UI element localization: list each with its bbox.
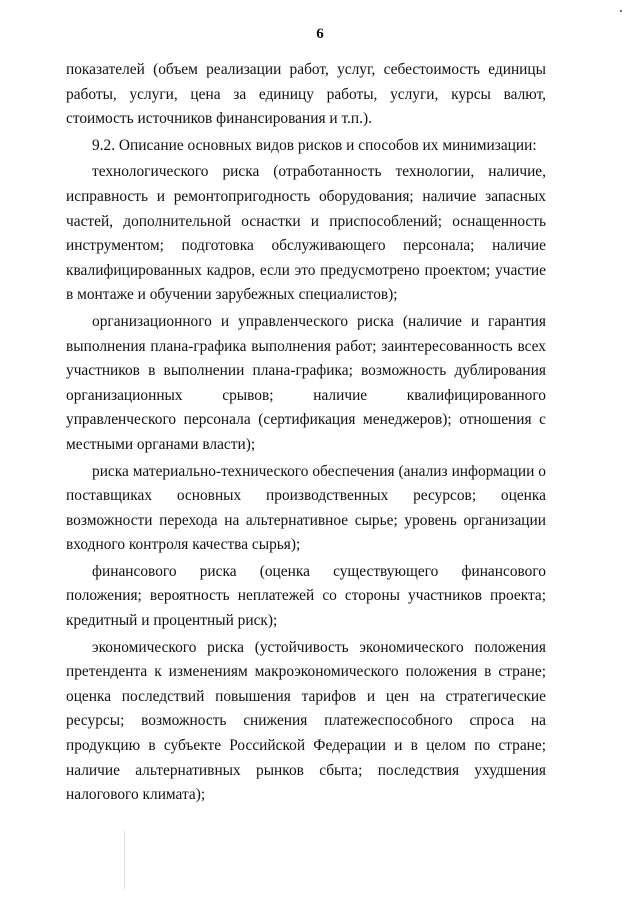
paragraph-financial-risk: финансового риска (оценка существующего финансового положения; вероятность неплатежей со стороны участников проекта; кредитный и процентный риск); <box>66 562 546 630</box>
paragraph-continuation: показателей (объем реализации работ, услуг, себестоимость единицы работы, услуги, цена за единицу работы, услуги, курсы валют, стоимость источников финансирования и т.п.). <box>66 61 546 128</box>
section-heading-9-2: 9.2. Описание основных видов рисков и способов их минимизации: <box>92 136 537 154</box>
scan-artifact-dot <box>620 10 622 12</box>
page-number: 6 <box>316 26 324 42</box>
scan-artifact-line <box>124 830 125 890</box>
body-text <box>66 58 546 810</box>
paragraph-logistics-risk: риска материально-технического обеспечения (анализ информации о поставщиках основных производственных ресурсов; оценка возможности перехода на альтернативное сырье; уровень организации входного контроля качества сырья); <box>66 462 546 554</box>
paragraph-organizational-risk: организационного и управленческого риска (наличие и гарантия выполнения плана-графика выполнения работ; заинтересованность всех участников в выполнении плана-графика; возможность дублирования организационных срывов; наличие квалифицированного управленческого персонала (сертификация менеджеров); отношения с местными органами власти); <box>66 312 546 453</box>
paragraph-technological-risk: технологического риска (отработанность технологии, наличие, исправность и ремонтопригодность оборудования; наличие запасных частей, дополнительной оснастки и приспособлений; оснащенность инструментом; подготовка обслуживающего персонала; наличие квалифицированных кадров, если это предусмотрено проектом; участие в монтаже и обучении зарубежных специалистов); <box>66 163 546 304</box>
paragraph-economic-risk: экономического риска (устойчивость экономического положения претендента к изменениям макроэкономического положения в стране; оценка последствий повышения тарифов и цен на стратегические ресурсы; возможность снижения платежеспособного спроса на продукцию в субъекте Российской Федерации и в целом по стране; наличие альтернативных рынков сбыта; последствия ухудшения налогового климата); <box>66 638 546 804</box>
